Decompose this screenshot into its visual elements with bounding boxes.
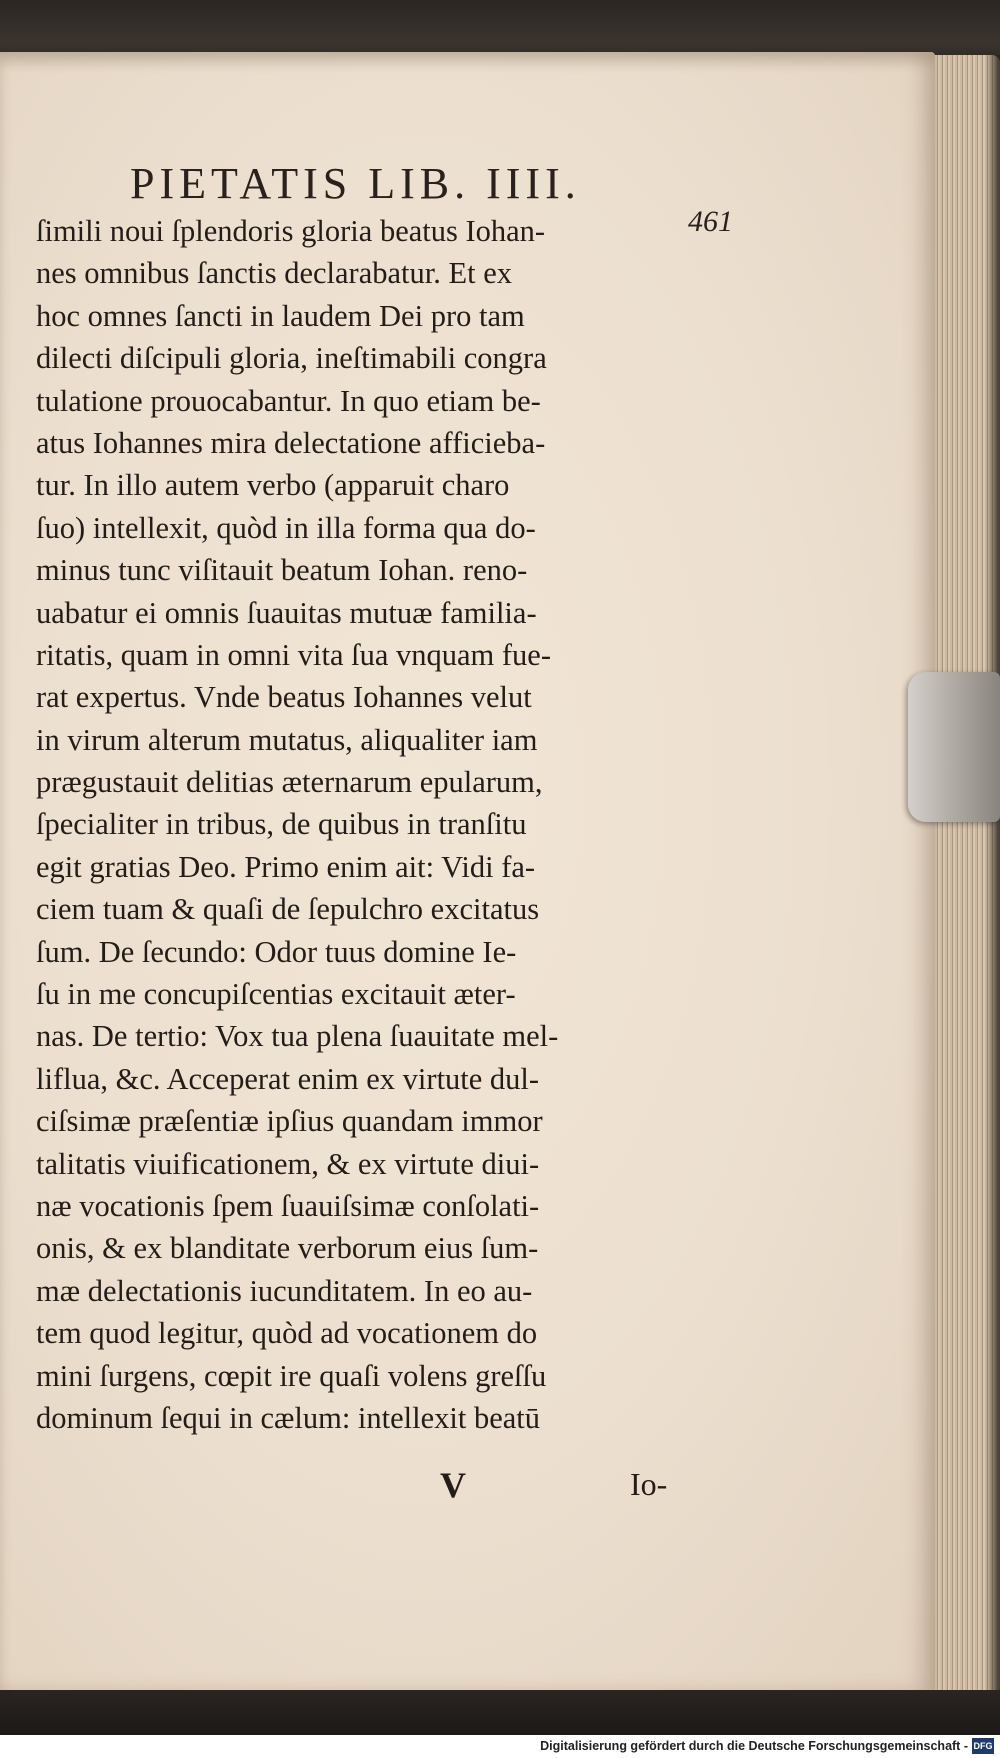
text-line: nes omnibus ſanctis declarabatur. Et ex: [36, 256, 512, 291]
catchword: Io-: [630, 1466, 668, 1502]
text-line: minus tunc viſitauit beatum Iohan. reno-: [36, 553, 528, 588]
running-head: PIETATIS LIB. IIII.: [130, 159, 581, 208]
text-line: ſimili noui ſplendoris gloria beatus Iohan-: [36, 214, 546, 248]
text-line: ritatis, quam in omni vita ſua vnquam fue-: [36, 637, 552, 672]
text-line: egit gratias Deo. Primo enim ait: Vidi fa-: [36, 849, 536, 884]
text-line: dominum ſequi in cælum: intellexit beatū: [36, 1400, 541, 1435]
fore-edge-shadow: [985, 55, 1000, 1695]
text-line: tur. In illo autem verbo (apparuit charo: [36, 468, 510, 503]
text-line: mæ delectationis iucunditatem. In eo au-: [36, 1273, 533, 1308]
text-line: ciſsimæ præſentiæ ipſius quandam immor: [36, 1104, 543, 1139]
bookmark-clip: [908, 672, 1000, 822]
text-line: næ vocationis ſpem ſuauiſsimæ conſolati-: [36, 1188, 540, 1223]
body-text: [36, 210, 696, 1439]
text-line: mini ſurgens, cœpit ire quaſi volens greſſu: [36, 1358, 547, 1393]
footer-credit: Digitalisierung gefördert durch die Deutsche Forschungsgemeinschaft -: [540, 1739, 968, 1753]
text-line: tem quod legitur, quòd ad vocationem do: [36, 1316, 538, 1351]
text-line: hoc omnes ſancti in laudem Dei pro tam: [36, 298, 525, 333]
text-line: ſpecialiter in tribus, de quibus in tranſitu: [36, 807, 527, 842]
text-line: nas. De tertio: Vox tua plena ſuauitate mel-: [36, 1019, 559, 1054]
text-line: ſuo) intellexit, quòd in illa forma qua do-: [36, 510, 536, 545]
text-line: talitatis viuificationem, & ex virtute diui-: [36, 1146, 540, 1181]
text-line: in virum alterum mutatus, aliqualiter iam: [36, 722, 538, 757]
text-line: ſum. De ſecundo: Odor tuus domine Ie-: [36, 934, 517, 969]
text-line: ſu in me concupiſcentias excitauit æter-: [36, 977, 516, 1012]
text-line: ciem tuam & quaſi de ſepulchro excitatus: [36, 892, 540, 927]
text-line: prægustauit delitias æternarum epularum,: [36, 765, 543, 800]
signature-mark: V: [440, 1465, 466, 1505]
text-line: uabatur ei omnis ſuauitas mutuæ familia-: [36, 595, 537, 630]
page-number: 461: [688, 205, 733, 238]
dfg-logo-icon: DFG: [972, 1738, 994, 1754]
text-line: rat expertus. Vnde beatus Iohannes velut: [36, 680, 532, 715]
text-line: dilecti diſcipuli gloria, ineſtimabili congra: [36, 341, 547, 376]
text-line: atus Iohannes mira delectatione afficieba-: [36, 425, 546, 460]
text-line: tulatione prouocabantur. In quo etiam be-: [36, 383, 541, 418]
text-line: onis, & ex blanditate verborum eius ſum-: [36, 1231, 539, 1266]
text-line: liflua, &c. Acceperat enim ex virtute dul-: [36, 1061, 540, 1096]
